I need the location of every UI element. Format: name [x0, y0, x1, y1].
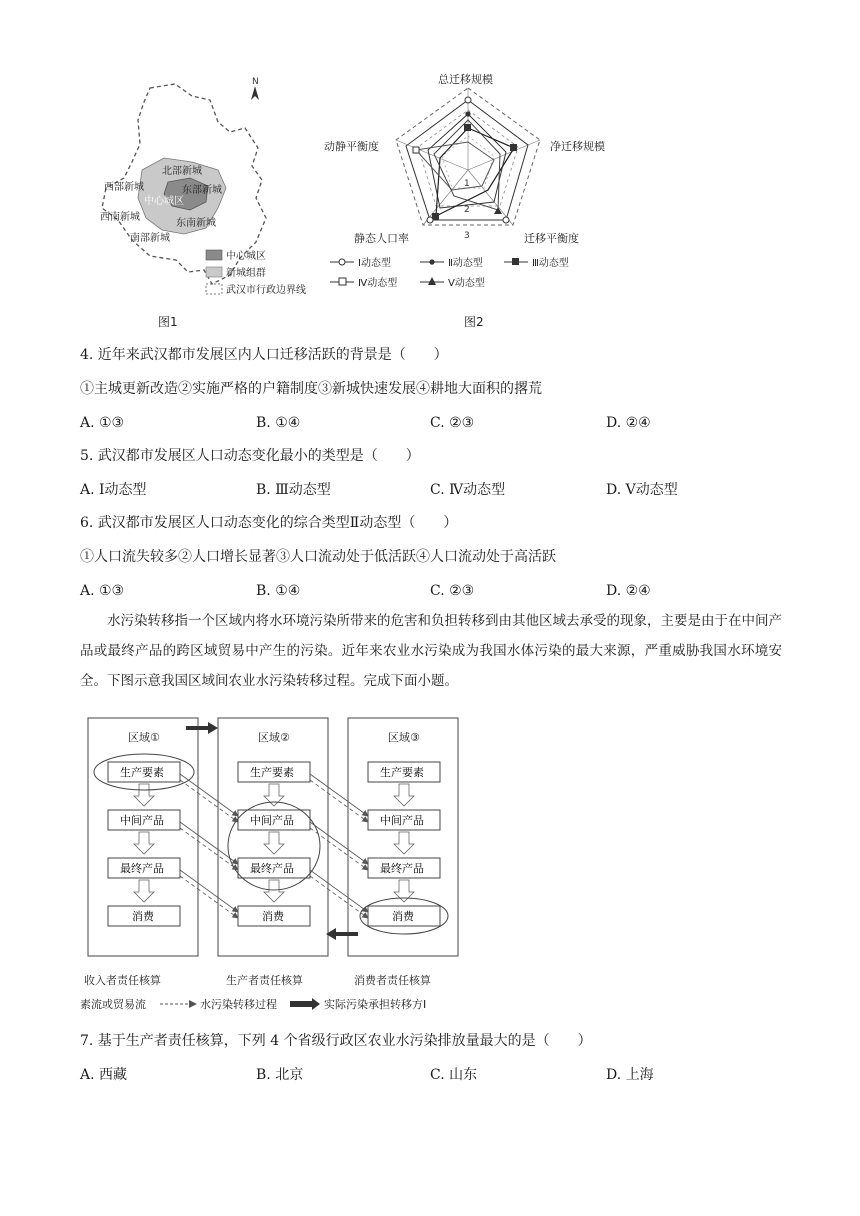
- north-arrow-icon: [251, 86, 259, 100]
- label-east-new-city: 东部新城: [182, 185, 222, 196]
- figure-2-radar: [318, 70, 628, 340]
- question-4-statements: ①主城更新改造②实施严格的户籍制度③新城快速发展④耕地大面积的撂荒: [80, 381, 542, 397]
- r2-box-factors: 生产要素: [250, 766, 294, 779]
- region-3-label: 区域③: [388, 731, 420, 744]
- label-southeast-new-city: 东南新城: [176, 218, 216, 229]
- label-north-new-city: 北部新城: [162, 166, 202, 177]
- r2-box-final: 最终产品: [250, 862, 294, 875]
- q4-option-c[interactable]: C. ②③: [430, 415, 475, 431]
- series-4-line: [416, 142, 494, 190]
- tick-1: 1: [464, 179, 470, 189]
- figure-3-pollution-transfer: [76, 712, 486, 1016]
- q6-option-c[interactable]: C. ②③: [430, 583, 475, 599]
- axis-static-population: 静态人口率: [354, 232, 409, 245]
- r1-box-final: 最终产品: [120, 862, 164, 875]
- q5-option-a[interactable]: A. Ⅰ动态型: [80, 482, 147, 498]
- r1-box-factors: 生产要素: [120, 766, 164, 779]
- region-2-label: 区域②: [258, 731, 290, 744]
- q6-option-a[interactable]: A. ①③: [80, 583, 125, 599]
- q7-option-b[interactable]: B. 北京: [256, 1067, 304, 1083]
- q5-option-b[interactable]: B. Ⅲ动态型: [256, 482, 331, 498]
- north-label: N: [252, 77, 259, 87]
- r1-box-consume: 消费: [132, 910, 154, 923]
- legend-swatch-central: [206, 250, 222, 260]
- figure-1-map: [80, 70, 310, 340]
- legend-burden-transfer: 实际污染承担转移方Ⅰ: [324, 998, 427, 1011]
- label-southwest-new-city: 西南新城: [100, 212, 140, 223]
- axis-total-migration: 总迁移规模: [438, 73, 493, 86]
- tick-2: 2: [464, 205, 470, 215]
- legend-type-5: Ⅴ动态型: [448, 278, 485, 289]
- q6-option-b[interactable]: B. ①④: [256, 583, 301, 599]
- question-5-stem: 5. 武汉都市发展区人口动态变化最小的类型是（ ）: [80, 448, 420, 464]
- tick-3: 3: [464, 231, 470, 241]
- q4-option-d[interactable]: D. ②④: [606, 415, 651, 431]
- legend-pollution-transfer: 水污染转移过程: [200, 998, 277, 1011]
- burden-arrow-left: [326, 928, 358, 940]
- passage-water-pollution: 水污染转移指一个区域内将水环境污染所带来的危害和负担转移到由其他区域去承受的现象，主要是由于在中间产品或最终产品的跨区域贸易中产生的污染。近年来农业水污染成为我国水体污染的最大来源，严重威胁我国水环境安全。下图示意我国区域间农业水污染转移过程。完成下面小题。: [80, 613, 782, 689]
- question-6-stem: 6. 武汉都市发展区人口动态变化的综合类型Ⅱ动态型（ ）: [80, 515, 458, 531]
- legend-type-1: Ⅰ动态型: [358, 258, 391, 269]
- q4-option-b[interactable]: B. ①④: [256, 415, 301, 431]
- r3-box-factors: 生产要素: [380, 766, 424, 779]
- label-central-area: 中心城区: [144, 196, 184, 207]
- question-6-statements: ①人口流失较多②人口增长显著③人口流动处于低活跃④人口流动处于高活跃: [80, 549, 556, 565]
- q7-option-a[interactable]: A. 西藏: [80, 1067, 128, 1083]
- axis-dynamic-static-balance: 动静平衡度: [324, 140, 379, 153]
- legend-central: 中心城区: [226, 251, 266, 262]
- q7-option-c[interactable]: C. 山东: [430, 1067, 478, 1083]
- r3-box-final: 最终产品: [380, 862, 424, 875]
- legend-new-city: 新城组群: [226, 268, 266, 279]
- caption-income: 收入者责任核算: [84, 974, 161, 987]
- q6-option-d[interactable]: D. ②④: [606, 583, 651, 599]
- burden-arrow-right: [186, 722, 218, 734]
- axis-net-migration: 净迁移规模: [550, 140, 605, 153]
- region-1-label: 区域①: [128, 731, 160, 744]
- r1-box-intermediate: 中间产品: [120, 814, 164, 827]
- figure-1-caption: 图1: [158, 315, 178, 329]
- q4-option-a[interactable]: A. ①③: [80, 415, 125, 431]
- legend-trade-flow: 素流或贸易流: [80, 998, 146, 1011]
- q7-option-d[interactable]: D. 上海: [606, 1067, 654, 1083]
- r2-box-consume: 消费: [262, 910, 284, 923]
- question-7-stem: 7. 基于生产者责任核算，下列 4 个省级行政区农业水污染排放量最大的是（ ）: [80, 1033, 592, 1049]
- legend-swatch-boundary: [206, 284, 222, 294]
- caption-consumer: 消费者责任核算: [354, 974, 431, 987]
- legend-type-2: Ⅱ动态型: [448, 258, 483, 269]
- q5-option-d[interactable]: D. Ⅴ动态型: [606, 482, 678, 498]
- series-5-line: [434, 120, 500, 210]
- r2-box-intermediate: 中间产品: [250, 814, 294, 827]
- q5-option-c[interactable]: C. Ⅳ动态型: [430, 482, 506, 498]
- caption-producer: 生产者责任核算: [226, 974, 303, 987]
- legend-type-4: Ⅳ动态型: [358, 278, 398, 289]
- question-4-stem: 4. 近年来武汉都市发展区内人口迁移活跃的背景是（ ）: [80, 347, 448, 363]
- legend-boundary: 武汉市行政边界线: [226, 285, 306, 296]
- label-west-new-city: 西部新城: [104, 182, 144, 193]
- r3-box-consume: 消费: [392, 910, 414, 923]
- axis-migration-balance: 迁移平衡度: [524, 232, 579, 245]
- figure-2-caption: 图2: [464, 315, 484, 329]
- r3-box-intermediate: 中间产品: [380, 814, 424, 827]
- legend-type-3: Ⅲ动态型: [532, 258, 569, 269]
- legend-swatch-new-city: [206, 267, 222, 277]
- label-south-new-city: 南部新城: [130, 233, 170, 244]
